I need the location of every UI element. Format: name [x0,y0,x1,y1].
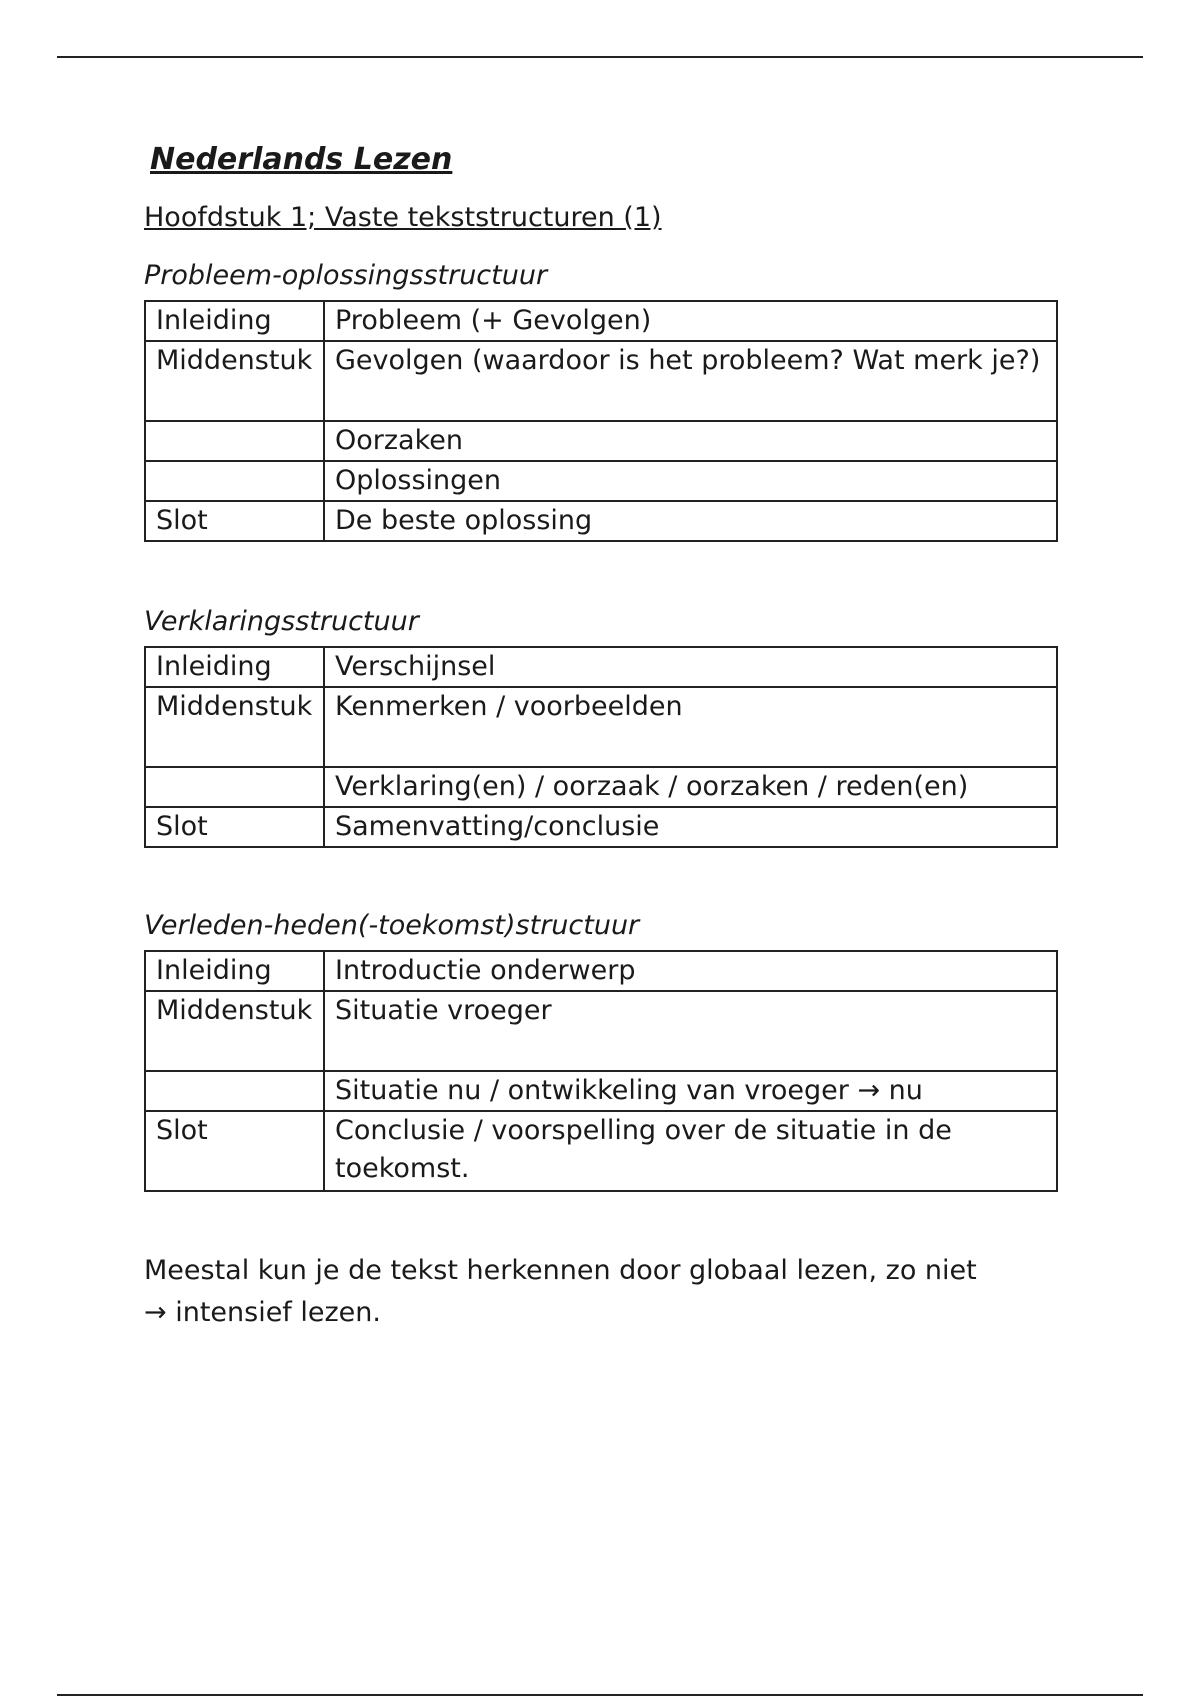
row-label [145,461,324,501]
row-text: Samenvatting/conclusie [324,807,1057,847]
table-row [145,341,1057,421]
table-row [145,461,1057,501]
table-row [145,687,1057,767]
row-text: Gevolgen (waardoor is het probleem? Wat merk je?) [324,341,1057,421]
row-label: Middenstuk [145,991,324,1071]
top-page-rule [57,56,1143,58]
table-row [145,647,1057,687]
row-label: Slot [145,807,324,847]
row-text: Kenmerken / voorbeelden [324,687,1057,767]
table-row [145,991,1057,1071]
table-row [145,951,1057,991]
row-label: Middenstuk [145,341,324,421]
row-text: Oplossingen [324,461,1057,501]
row-text: Oorzaken [324,421,1057,461]
row-label: Middenstuk [145,687,324,767]
section-heading-verleden: Verleden-heden(-toekomst)structuur [144,910,640,941]
table-row [145,421,1057,461]
table-row [145,767,1057,807]
row-label: Inleiding [145,647,324,687]
structure-table-verklaring [144,646,1058,848]
document-body [144,140,1064,1334]
structure-table-probleem [144,300,1058,542]
table-row [145,501,1057,541]
structure-table-verleden [144,950,1058,1192]
section-heading-probleem: Probleem-oplossingsstructuur [144,260,548,291]
table-row [145,301,1057,341]
bottom-page-rule [57,1694,1143,1696]
row-text: Situatie vroeger [324,991,1057,1071]
row-text: Conclusie / voorspelling over de situatie in de toekomst. [324,1111,1057,1191]
row-label: Inleiding [145,301,324,341]
section-heading-verklaring: Verklaringsstructuur [144,606,419,637]
closing-paragraph: Meestal kun je de tekst herkennen door globaal lezen, zo niet → intensief lezen. [144,1255,977,1328]
row-text: Introductie onderwerp [324,951,1057,991]
row-label [145,421,324,461]
row-text: Probleem (+ Gevolgen) [324,301,1057,341]
row-label: Slot [145,501,324,541]
row-text: Verschijnsel [324,647,1057,687]
table-row [145,807,1057,847]
row-text: Verklaring(en) / oorzaak / oorzaken / reden(en) [324,767,1057,807]
row-label: Slot [145,1111,324,1191]
row-label [145,767,324,807]
row-text: Situatie nu / ontwikkeling van vroeger → nu [324,1071,1057,1111]
table-row [145,1111,1057,1191]
chapter-heading: Hoofdstuk 1; Vaste tekststructuren (1) [144,202,662,233]
row-label [145,1071,324,1111]
row-label: Inleiding [145,951,324,991]
table-row [145,1071,1057,1111]
page-title: Nederlands Lezen [150,142,453,177]
row-text: De beste oplossing [324,501,1057,541]
